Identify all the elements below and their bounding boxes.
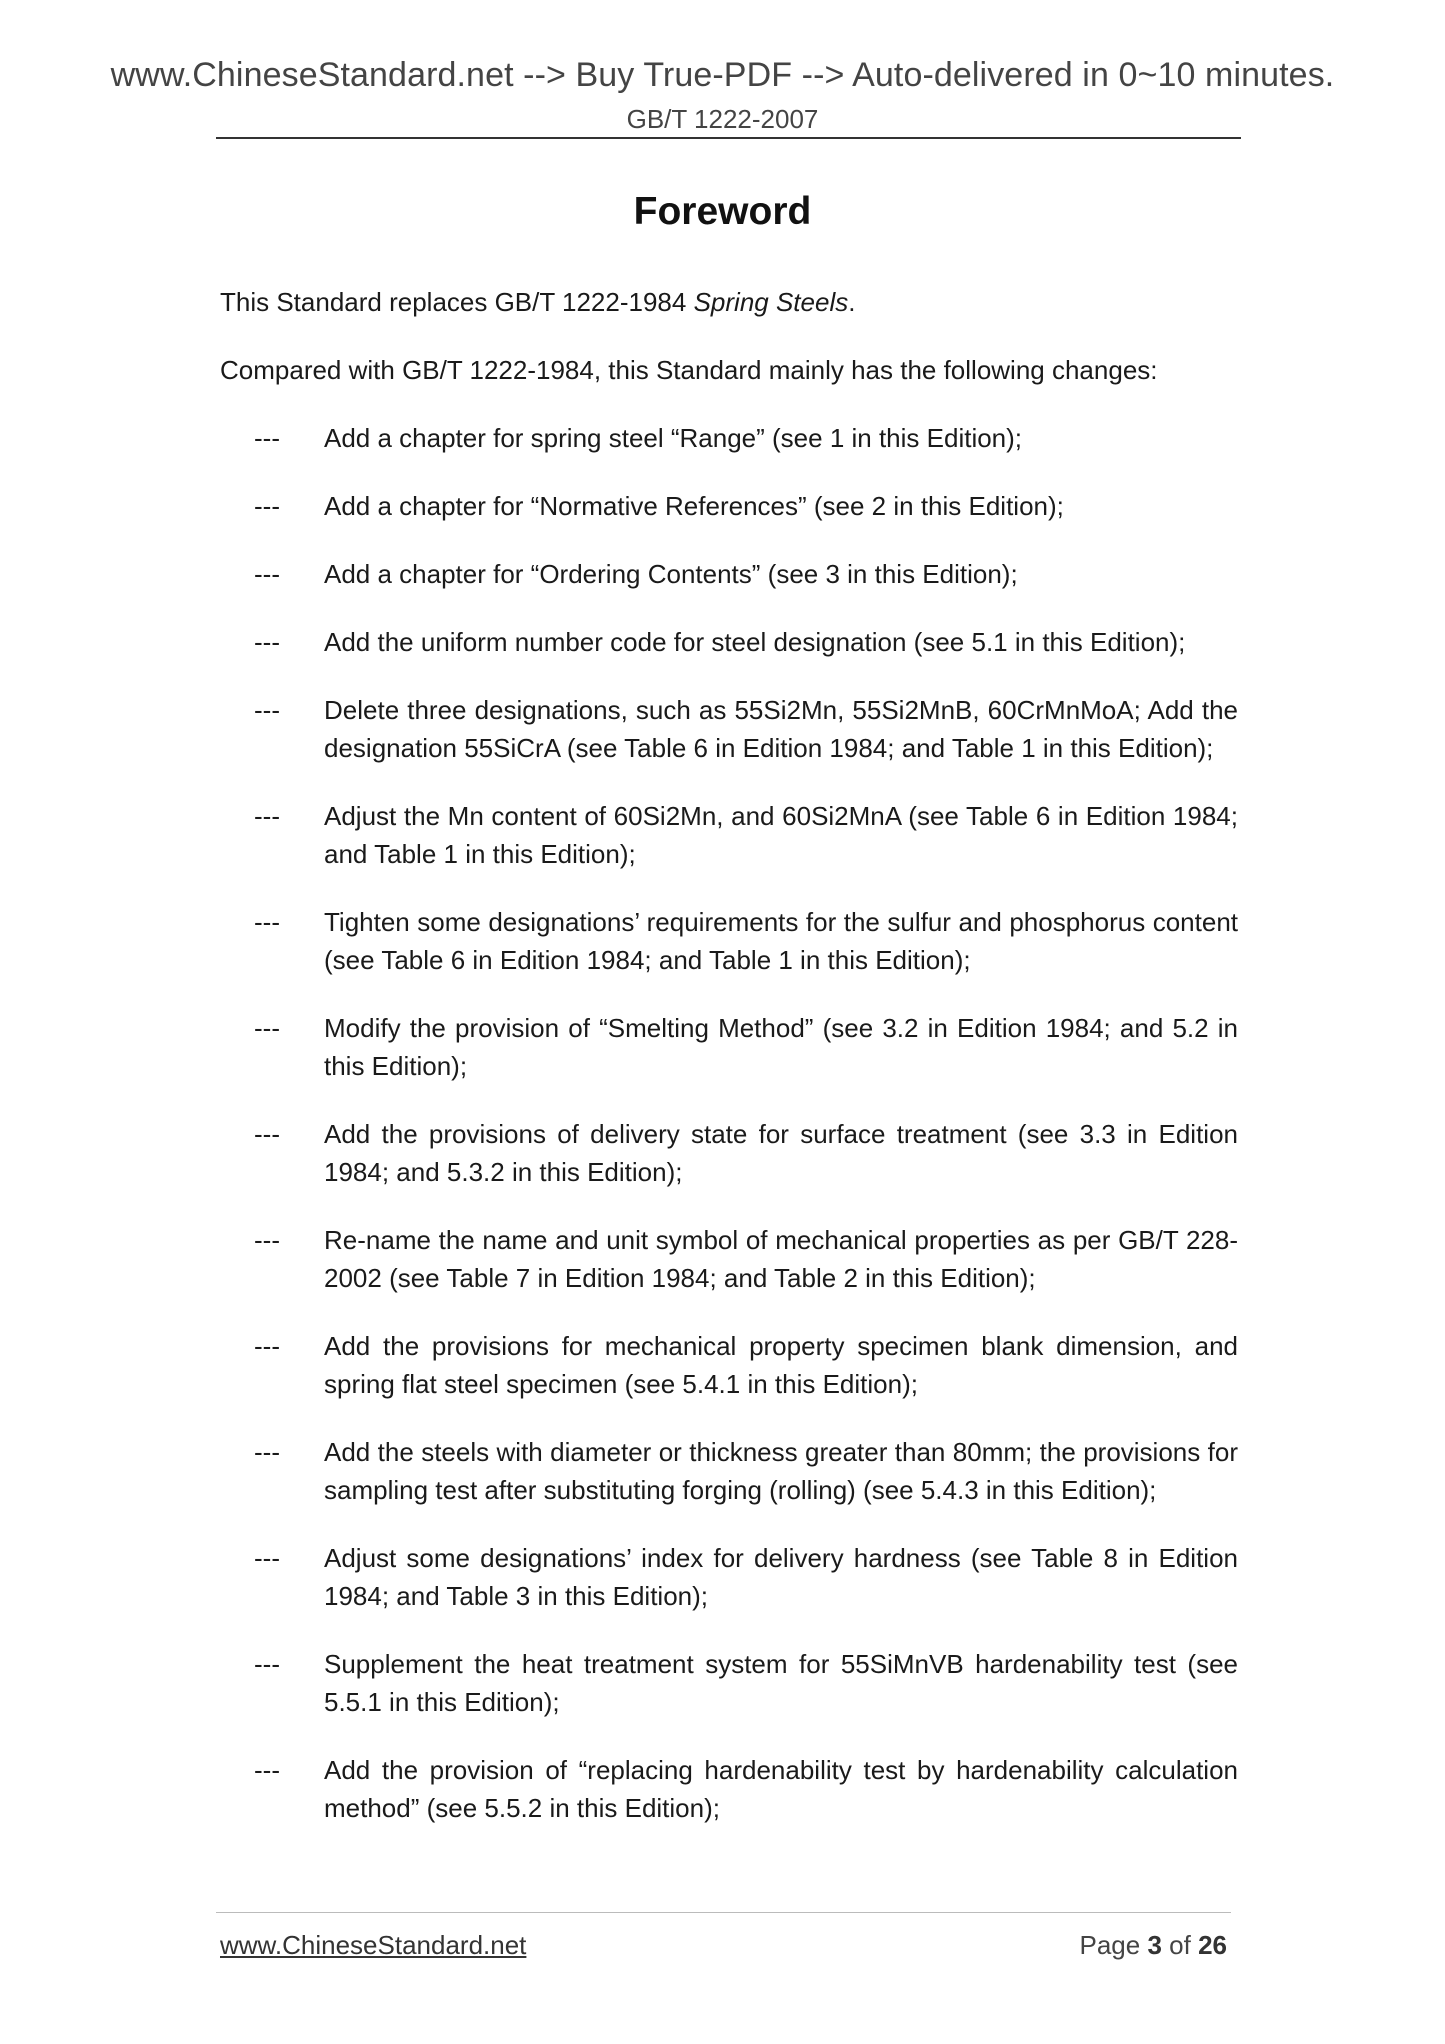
dash-marker: --- [254, 1225, 280, 1255]
change-item [254, 691, 1238, 767]
changes-list [220, 419, 1238, 1827]
change-text: Delete three designations, such as 55Si2Mn, 55Si2MnB, 60CrMnMoA; Add the designation 55SiCrA (see Table 6 in Edition 1984; and Table 1 in this Edition); [324, 695, 1238, 763]
replaced-standard-title: Spring Steels [693, 287, 849, 317]
dash-marker: --- [254, 491, 280, 521]
replaces-text: This Standard replaces GB/T 1222-1984 [220, 287, 694, 317]
footer-website-link[interactable]: www.ChineseStandard.net [220, 1930, 527, 1960]
dash-marker: --- [254, 801, 280, 831]
change-item [254, 1433, 1238, 1509]
header-divider [216, 137, 1241, 139]
page-of: of [1169, 1930, 1191, 1960]
change-item [254, 1751, 1238, 1827]
change-text: Add a chapter for “Normative References” (see 2 in this Edition); [324, 491, 1064, 521]
change-text: Add a chapter for spring steel “Range” (see 1 in this Edition); [324, 423, 1023, 453]
change-item [254, 623, 1238, 661]
dash-marker: --- [254, 1331, 280, 1361]
dash-marker: --- [254, 627, 280, 657]
dash-marker: --- [254, 1013, 280, 1043]
replaces-paragraph [220, 283, 1238, 321]
document-id: GB/T 1222-2007 [626, 104, 819, 134]
change-text: Add the provisions of delivery state for surface treatment (see 3.3 in Edition 1984; and 5.3.2 in this Edition); [324, 1119, 1238, 1187]
change-item [254, 1645, 1238, 1721]
page-indicator [1079, 1930, 1227, 1961]
change-item [254, 1539, 1238, 1615]
change-item [254, 1115, 1238, 1191]
change-text: Add the provision of “replacing hardenability test by hardenability calculation method” (see 5.5.2 in this Edition); [324, 1755, 1238, 1823]
change-text: Adjust the Mn content of 60Si2Mn, and 60Si2MnA (see Table 6 in Edition 1984; and Table 1 in this Edition); [324, 801, 1238, 869]
page-title: Foreword [633, 190, 812, 233]
change-text: Add the steels with diameter or thickness greater than 80mm; the provisions for sampling test after substituting forging (rolling) (see 5.4.3 in this Edition); [324, 1437, 1238, 1505]
dash-marker: --- [254, 1437, 280, 1467]
change-item [254, 1327, 1238, 1403]
dash-marker: --- [254, 695, 280, 725]
change-item [254, 555, 1238, 593]
dash-marker: --- [254, 1649, 280, 1679]
dash-marker: --- [254, 559, 280, 589]
footer-divider [216, 1912, 1231, 1913]
page-total: 26 [1198, 1930, 1227, 1960]
compared-paragraph: Compared with GB/T 1222-1984, this Standard mainly has the following changes: [220, 355, 1158, 385]
dash-marker: --- [254, 907, 280, 937]
page-current: 3 [1147, 1930, 1162, 1960]
change-item [254, 903, 1238, 979]
change-text: Add the uniform number code for steel designation (see 5.1 in this Edition); [324, 627, 1186, 657]
page-label: Page [1079, 1930, 1141, 1960]
change-item [254, 1009, 1238, 1085]
change-text: Tighten some designations’ requirements for the sulfur and phosphorus content (see Table 6 in Edition 1984; and Table 1 in this Edition); [324, 907, 1238, 975]
change-item [254, 1221, 1238, 1297]
change-text: Adjust some designations’ index for delivery hardness (see Table 8 in Edition 1984; and Table 3 in this Edition); [324, 1543, 1238, 1611]
change-text: Modify the provision of “Smelting Method” (see 3.2 in Edition 1984; and 5.2 in this Edition); [324, 1013, 1238, 1081]
change-item [254, 419, 1238, 457]
change-text: Re-name the name and unit symbol of mechanical properties as per GB/T 228-2002 (see Table 7 in Edition 1984; and Table 2 in this Edition); [324, 1225, 1238, 1293]
change-text: Add the provisions for mechanical property specimen blank dimension, and spring flat steel specimen (see 5.4.1 in this Edition); [324, 1331, 1238, 1399]
change-item [254, 487, 1238, 525]
replaces-suffix: . [848, 287, 856, 317]
foreword-body [220, 283, 1238, 1857]
header-banner: www.ChineseStandard.net --> Buy True-PDF --> Auto-delivered in 0~10 minutes. [110, 56, 1335, 94]
change-text: Add a chapter for “Ordering Contents” (see 3 in this Edition); [324, 559, 1018, 589]
dash-marker: --- [254, 1543, 280, 1573]
dash-marker: --- [254, 1119, 280, 1149]
dash-marker: --- [254, 423, 280, 453]
change-text: Supplement the heat treatment system for 55SiMnVB hardenability test (see 5.5.1 in this Edition); [324, 1649, 1238, 1717]
dash-marker: --- [254, 1755, 280, 1785]
change-item [254, 797, 1238, 873]
